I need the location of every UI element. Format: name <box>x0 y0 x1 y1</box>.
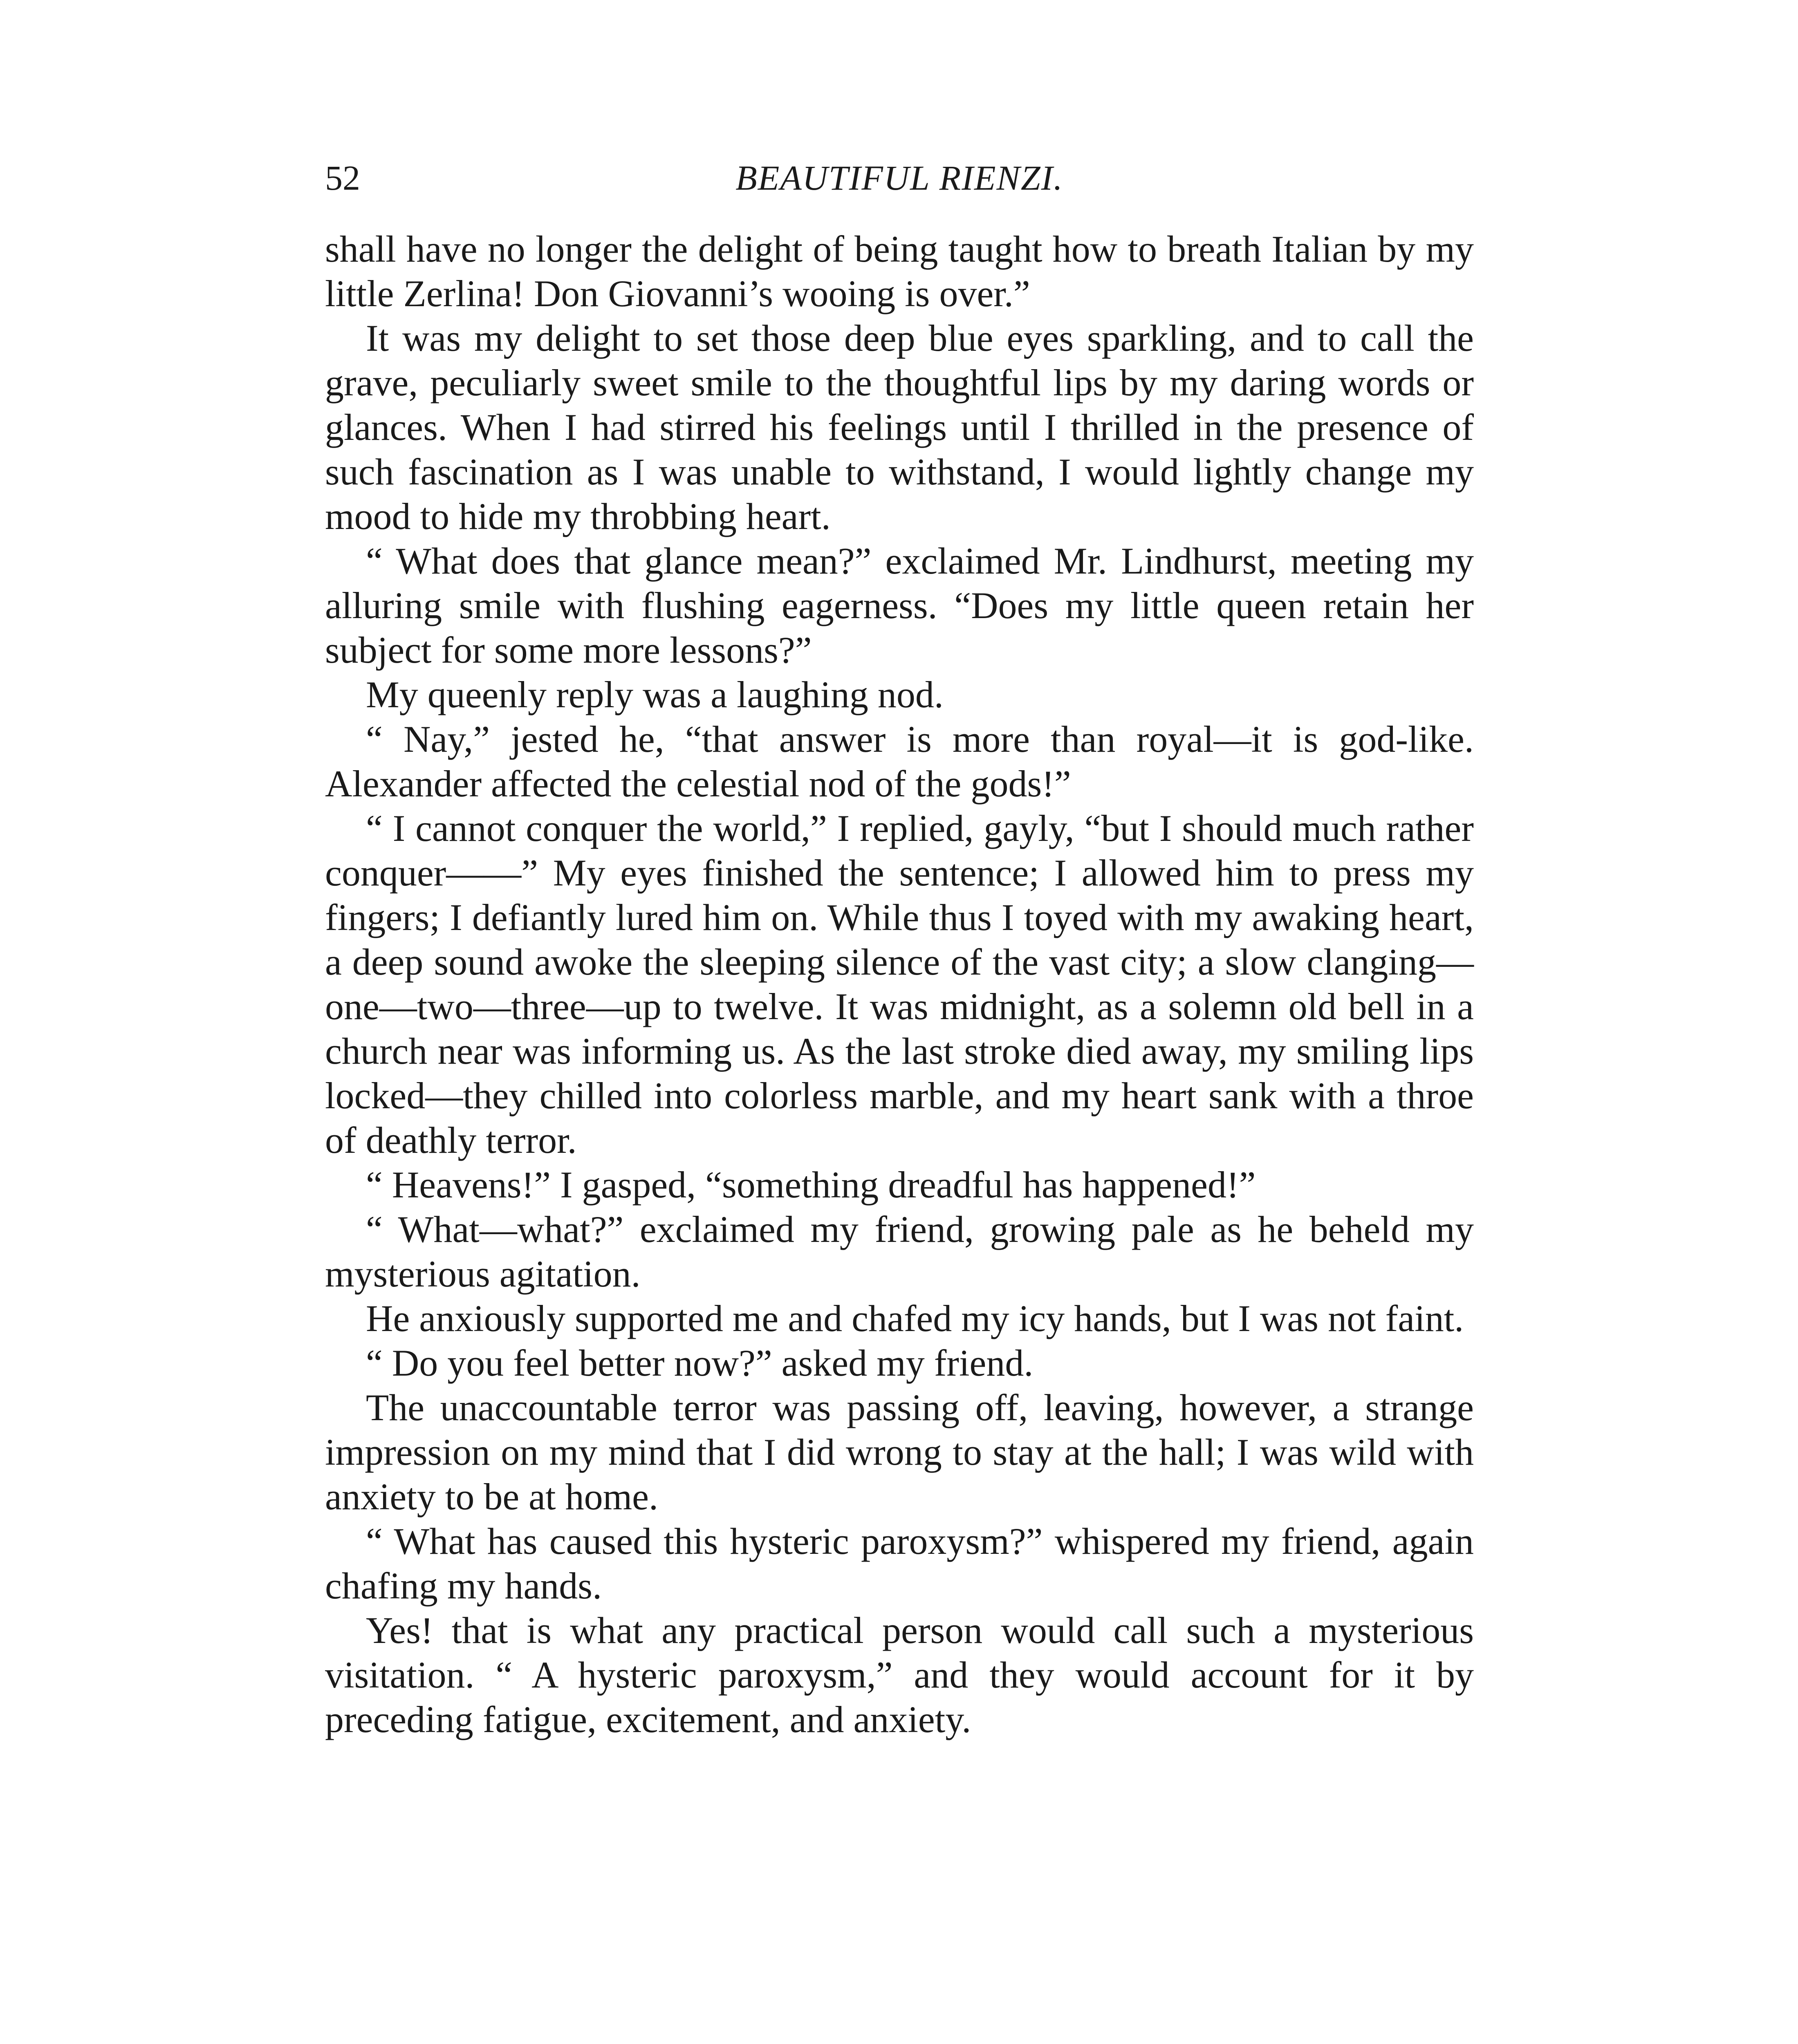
page-header <box>325 155 1474 200</box>
paragraph: “ I cannot conquer the world,” I replied, gayly, “but I should much rather conquer——” My eyes finished the sentence; I allowed him to press my fingers; I defiantly lured him on. While thus I toyed with my awaking heart, a deep sound awoke the sleeping silence of the vast city; a slow clanging—one—two—three—up to twelve. It was midnight, as a solemn old bell in a church near was informing us. As the last stroke died away, my smiling lips locked—they chilled into colorless marble, and my heart sank with a throe of deathly terror. <box>325 807 1474 1161</box>
paragraph: “ What does that glance mean?” exclaimed Mr. Lindhurst, meeting my alluring smile with flushing eagerness. “Does my little queen retain her subject for some more lessons?” <box>325 540 1474 671</box>
paragraph: The unaccountable terror was passing off, leaving, however, a strange impression on my mind that I did wrong to stay at the hall; I was wild with anxiety to be at home. <box>325 1387 1474 1517</box>
paragraph: “ Nay,” jested he, “that answer is more than royal—it is god-like. Alexander affected the celestial nod of the gods!” <box>325 718 1474 805</box>
paragraph: “ What has caused this hysteric paroxysm?” whispered my friend, again chafing my hands. <box>325 1520 1474 1607</box>
paragraph: He anxiously supported me and chafed my icy hands, but I was not faint. <box>366 1298 1464 1339</box>
paragraph: Yes! that is what any practical person would call such a mysterious visitation. “ A hysteric paroxysm,” and they would account for it by preceding fatigue, excitement, and anxiety. <box>325 1609 1474 1740</box>
running-title: BEAUTIFUL RIENZI. <box>735 158 1063 197</box>
paragraph: My queenly reply was a laughing nod. <box>366 674 944 715</box>
paragraph: “ Heavens!” I gasped, “something dreadful has happened!” <box>366 1164 1256 1206</box>
paragraph: It was my delight to set those deep blue eyes sparkling, and to call the grave, peculiarly sweet smile to the thoughtful lips by my daring words or glances. When I had stirred his feelings until I thrilled in the presence of such fascination as I was unable to withstand, I would lightly change my mood to hide my throbbing heart. <box>325 317 1474 537</box>
body-text <box>325 227 1474 1742</box>
paragraph: shall have no longer the delight of being taught how to breath Italian by my little Zerlina! Don Giovanni’s wooing is over.” <box>325 228 1474 314</box>
page-number: 52 <box>325 158 360 197</box>
paragraph: “ Do you feel better now?” asked my friend. <box>366 1342 1034 1384</box>
paragraph: “ What—what?” exclaimed my friend, growing pale as he beheld my mysterious agitation. <box>325 1208 1474 1295</box>
